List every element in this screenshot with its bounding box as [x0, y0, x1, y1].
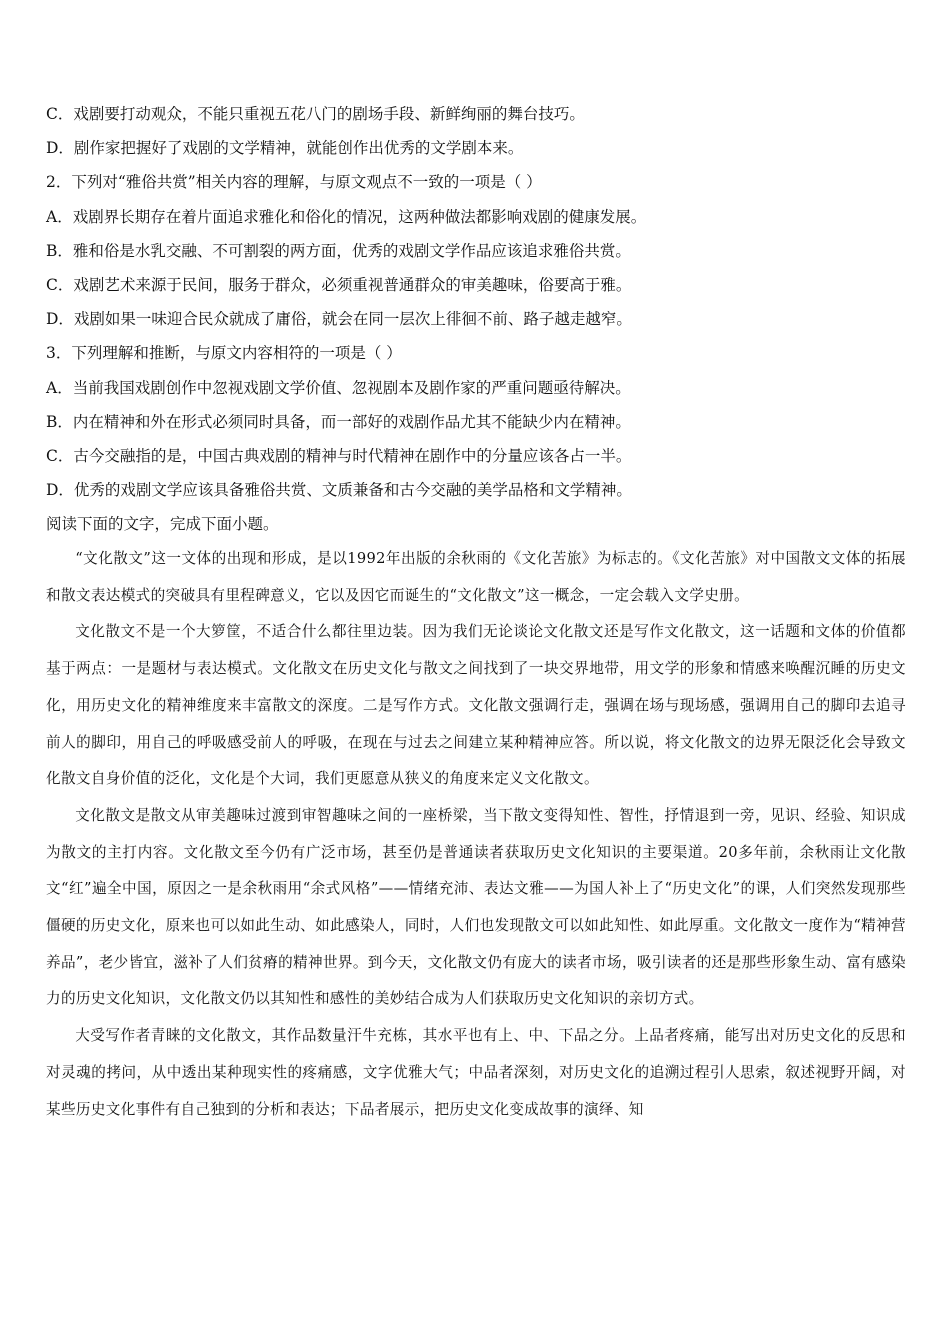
option-b-q2: B．雅和俗是水乳交融、不可割裂的两方面，优秀的戏剧文学作品应该追求雅俗共赏。 — [46, 241, 631, 260]
option-a-q3: A．当前我国戏剧创作中忽视戏剧文学价值、忽视剧本及剧作家的严重问题亟待解决。 — [46, 378, 631, 397]
passage-paragraph-3: 文化散文是散文从审美趣味过渡到审智趣味之间的一座桥梁，当下散文变得知性、智性，抒情退到一旁，见识、经验、知识成为散文的主打内容。文化散文至今仍有广泛市场，甚至仍是普通读者获取历史文化知识的主要渠道。20多年前，余秋雨让文化散文“红”遍全中国，原因之一是余秋雨用“余式风格”——情绪充沛、表达文雅——为国人补上了“历史文化”的课，人们突然发现那些僵硬的历史文化，原来也可以如此生动、如此感染人，同时，人们也发现散文可以如此知性、如此厚重。文化散文一度作为“精神营养品”，老少皆宜，滋补了人们贫瘠的精神世界。到今天，文化散文仍有庞大的读者市场，吸引读者的还是那些形象生动、富有感染力的历史文化知识，文化散文仍以其知性和感性的美妙结合成为人们获取历史文化知识的亲切方式。 — [46, 806, 906, 1008]
option-c-q1: C．戏剧要打动观众，不能只重视五花八门的剧场手段、新鲜绚丽的舞台技巧。 — [46, 105, 585, 123]
reading-instruction: 阅读下面的文字，完成下面小题。 — [46, 515, 279, 534]
option-d-q3: D．优秀的戏剧文学应该具备雅俗共赏、文质兼备和古今交融的美学品格和文学精神。 — [46, 481, 632, 500]
option-c-q3: C．古今交融指的是，中国古典戏剧的精神与时代精神在剧作中的分量应该各占一半。 — [46, 447, 632, 466]
option-a-q2: A．戏剧界长期存在着片面追求雅化和俗化的情况，这两种做法都影响戏剧的健康发展。 — [46, 207, 647, 226]
question-3-stem: 3．下列理解和推断，与原文内容相符的一项是（ ） — [46, 344, 402, 363]
reading-passage — [46, 541, 906, 1128]
question-options-block — [46, 97, 906, 542]
option-d-q2: D．戏剧如果一味迎合民众就成了庸俗，就会在同一层次上徘徊不前、路子越走越窄。 — [46, 310, 632, 329]
option-d-q1: D．剧作家把握好了戏剧的文学精神，就能创作出优秀的文学剧本来。 — [46, 139, 524, 158]
passage-paragraph-1: “文化散文”这一文体的出现和形成，是以1992年出版的余秋雨的《文化苦旅》为标志的。《文化苦旅》对中国散文文体的拓展和散文表达模式的突破具有里程碑意义，它以及因它而诞生的“文化散文”这一概念，一定会载入文学史册。 — [46, 550, 906, 604]
question-2-stem: 2．下列对“雅俗共赏”相关内容的理解，与原文观点不一致的一项是（ ） — [46, 173, 542, 192]
option-c-q2: C．戏剧艺术来源于民间，服务于群众，必须重视普通群众的审美趣味，俗要高于雅。 — [46, 276, 632, 295]
option-b-q3: B．内在精神和外在形式必须同时具备，而一部好的戏剧作品尤其不能缺少内在精神。 — [46, 412, 631, 431]
passage-paragraph-2: 文化散文不是一个大箩筐，不适合什么都往里边装。因为我们无论谈论文化散文还是写作文化散文，这一话题和文体的价值都基于两点：一是题材与表达模式。文化散文在历史文化与散文之间找到了一块交界地带，用文学的形象和情感来唤醒沉睡的历史文化，用历史文化的精神维度来丰富散文的深度。二是写作方式。文化散文强调行走，强调在场与现场感，强调用自己的脚印去追寻前人的脚印，用自己的呼吸感受前人的呼吸，在现在与过去之间建立某种精神应答。所以说，将文化散文的边界无限泛化会导致文化散文自身价值的泛化，文化是个大词，我们更愿意从狭义的角度来定义文化散文。 — [46, 623, 906, 788]
passage-paragraph-4: 大受写作者青睐的文化散文，其作品数量汗牛充栋，其水平也有上、中、下品之分。上品者疼痛，能写出对历史文化的反思和对灵魂的拷问，从中透出某种现实性的疼痛感，文字优雅大气；中品者深刻，对历史文化的追溯过程引人思索，叙述视野开阔，对某些历史文化事件有自己独到的分析和表达；下品者展示，把历史文化变成故事的演绎、知 — [46, 1027, 906, 1118]
